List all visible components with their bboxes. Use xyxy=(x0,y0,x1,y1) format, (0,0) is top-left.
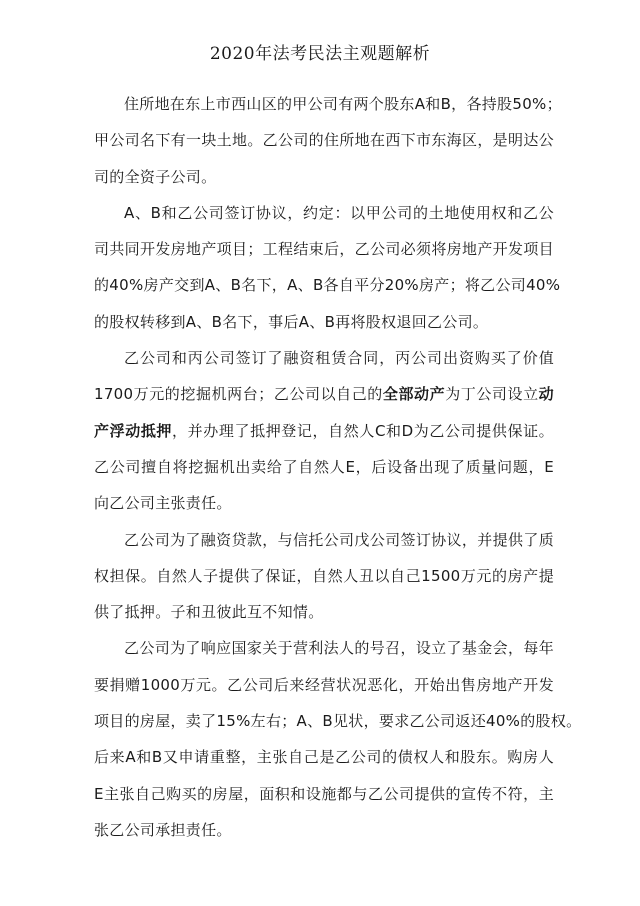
text-run: 乙公司擅自将挖掘机出卖给了自然人E，后设备出现了质量问题，E xyxy=(94,457,554,476)
document-title: 2020年法考民法主观题解析 xyxy=(209,44,431,64)
text-line xyxy=(94,376,554,412)
bold-text-run: 动 xyxy=(538,385,554,404)
text-line: 乙公司为了响应国家关于营利法人的号召，设立了基金会，每年 xyxy=(124,639,554,658)
text-line: 住所地在东上市西山区的甲公司有两个股东A和B，各持股50%； xyxy=(124,95,562,113)
text-line: 张乙公司承担责任。 xyxy=(94,820,232,839)
text-line: 权担保。自然人子提供了保证，自然人丑以自己1500万元的房产提 xyxy=(94,566,554,585)
text-line: 的40%房产交到A、B名下，A、B各自平分20%房产；将乙公司40% xyxy=(94,276,561,295)
text-line xyxy=(94,449,554,485)
text-line: 供了抵押。子和丑彼此互不知情。 xyxy=(94,603,324,622)
text-line: A、B和乙公司签订协议，约定：以甲公司的土地使用权和乙公 xyxy=(124,203,554,222)
text-run: 乙公司和丙公司签订了融资租赁合同，丙公司出资购买了价值 xyxy=(124,349,554,368)
text-line: 司共同开发房地产项目；工程结束后，乙公司必须将房地产开发项目 xyxy=(94,240,554,259)
text-line: 的股权转移到A、B名下，事后A、B再将股权退回乙公司。 xyxy=(94,312,489,331)
text-run: 向乙公司主张责任。 xyxy=(94,494,232,513)
text-line: 后来A和B又申请重整，主张自己是乙公司的债权人和股东。购房人 xyxy=(94,748,554,767)
text-run: 为丁公司设立 xyxy=(445,385,539,404)
text-line: 项目的房屋，卖了15%左右；A、B见状，要求乙公司返还40%的股权。 xyxy=(94,712,582,731)
bold-text-run: 产浮动抵押 xyxy=(94,421,173,440)
document-body xyxy=(94,86,582,848)
text-run: 1700万元的挖掘机两台；乙公司以自己的 xyxy=(94,385,383,404)
paragraph-1 xyxy=(94,86,562,195)
text-line: 乙公司为了融资贷款，与信托公司戊公司签订协议，并提供了质 xyxy=(124,530,554,549)
text-line: 要捐赠1000万元。乙公司后来经营状况恶化，开始出售房地产开发 xyxy=(94,675,554,694)
text-line: 司的全资子公司。 xyxy=(94,167,217,186)
paragraph-3 xyxy=(94,340,554,521)
text-line xyxy=(94,340,554,376)
paragraph-2 xyxy=(94,195,561,340)
text-line xyxy=(94,413,554,449)
text-line: 甲公司名下有一块土地。乙公司的住所地在西下市东海区，是明达公 xyxy=(94,131,554,150)
paragraph-5 xyxy=(94,630,582,848)
text-line: E主张自己购买的房屋，面积和设施都与乙公司提供的宣传不符，主 xyxy=(94,784,554,803)
text-run: ，并办理了抵押登记，自然人C和D为乙公司提供保证。 xyxy=(172,421,554,440)
bold-text-run: 全部动产 xyxy=(382,385,446,404)
paragraph-4 xyxy=(94,522,554,631)
text-line xyxy=(94,485,554,521)
